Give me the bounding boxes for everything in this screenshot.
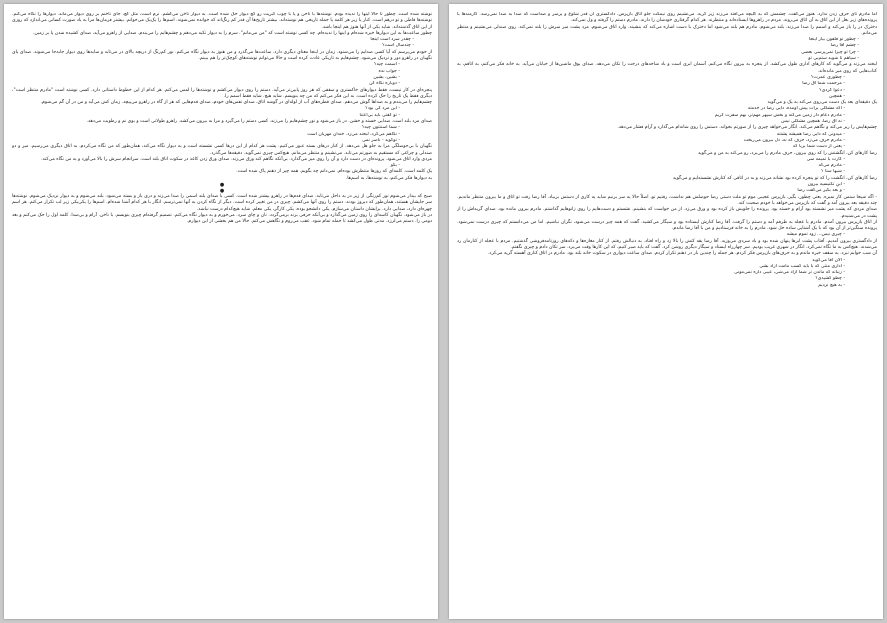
dialogue-line: - اگه مشکلی برات پیش اومده، دایی رضا در خدمته: [747, 106, 845, 112]
paragraph: یک دقیقه‌ای بعد یک دست می‌روی می‌کند به یک و می‌گوید: [767, 100, 877, 106]
paragraph: در باز می‌شود. نگهبان کاسه‌ای را روی زمین می‌گذارد و بی‌آنکه حرفی بزند برمی‌گردد. نان و چای سرد. می‌خورم و به دیوار نگاه می‌کنم. تصمیم گرفته‌ام چیزی بنویسم. با ناخن. آرام و بی‌صدا. کلمه اول را حک می‌کنم و بعد دومی را. دستم می‌لرزد. مدتی طول می‌کشد تا جمله تمام شود. عقب می‌روم و نگاهش می‌کنم. حالا من هم بخشی از این دیوارم.: [12, 212, 432, 225]
dialogue-line: - زنبانه که ماندن تر شما آزاد می‌شی، عیبی داره نمی‌مونی: [734, 270, 845, 276]
dialogue-line: - دوباره نگاه کن: [369, 81, 400, 87]
dialogue-line: - تو گفتی باید بی‌اعتنا: [359, 112, 400, 118]
page-right-text: [457, 12, 877, 615]
dialogue-line: - شما استنتون چیه؟: [361, 125, 400, 131]
paragraph: یک کلمه است. کلمه‌ای که روزها منتظرش بوده‌ام. نمی‌دانم چه بگویم. همه چیز از ذهنم پاک شده است.: [236, 169, 432, 175]
section-bullet: ●: [219, 182, 225, 189]
dialogue-line: - چقدر سرد است اینجا: [370, 37, 414, 43]
dialogue-line: - مرحمت شما آق رضا: [802, 81, 845, 87]
paragraph: پنجره‌ای در کار نیست، فقط دیوارهای خاکستری و سقفی که هر روز پایین‌تر می‌آید. دستم را روی دیوار می‌کشم و نوشته‌ها را لمس می‌کنم. هر کدام از این خطوط داستانی دارد. کسی نوشته است "مادرم منتظر است"، دیگری فقط یک تاریخ را حک کرده است. به این فکر می‌کنم که من چه بنویسم. شاید هیچ. شاید فقط اسمم را.: [12, 87, 432, 99]
paragraph: چشم‌هایش را ریز می‌کند و نگاهم می‌کند. انگار می‌خواهد چیزی را از صورتم بخواند. دستش را روی شانه‌ام می‌گذارد و آرام فشار می‌دهد.: [617, 125, 877, 131]
dialogue-line: - مادرم حرف می‌زد، حرف که نه، دل بیرون می‌ریخت: [743, 137, 845, 143]
dialogue-line: - الان آقا می‌گوید: [812, 257, 845, 263]
paragraph: دخترک در را باز می‌کند و اسمم را صدا می‌زند. بلند می‌شوم. مادرم هم بلند می‌شود اما دخترک با دست اشاره می‌کند که بنشیند. وارد اتاق می‌شوم. مرد پشت میز سرش را بلند نمی‌کند. روی صندلی می‌نشینم و منتظر می‌مانم.: [457, 24, 877, 36]
paragraph: چشم‌هایم را می‌بندم و به صداها گوش می‌دهم. صدای قطره‌های آب از لوله‌ای در گوشه اتاق، صدای نفس‌های خودم، صدای قدم‌هایی که هر از گاه در راهرو می‌پیچد. زمان کش می‌آید و من در آن گم می‌شوم.: [40, 100, 432, 106]
paragraph: رضا کارهای کن، انگشتش را که روی بیرون، حرف مادرم را می‌برد، رو می‌کند به من و می‌گوید: [697, 150, 877, 156]
dialogue-line: - مادرم دعام دار زمین می‌کنه و بخش سپهر مهم‌تر، بهم سفرت کریم: [714, 112, 845, 118]
paragraph: - اگه شیخا سنمن کار نمیزه. یعنی چطور، بگیر، بازپرس عجیبی موم تو ملت دستی رضا حوصلش هم نداشت، رفتیم تو، اصلاً حالا یه سر بزنیم شاید یه کاری از دستش بربیاد. آقا رضا رفت تو اتاق و ما بیرون منتظر ماندیم. چند دقیقه بعد بیرون آمد و گفت که بازپرس می‌خواهد با خودم صحبت کند.: [457, 194, 877, 206]
dialogue-line: - اسمت چیه؟: [374, 62, 400, 68]
dialogue-line: - توگوید - ناصر نمی‌: [362, 137, 400, 143]
dialogue-line: - به هیچ نزدیم: [818, 282, 845, 288]
dialogue-line: - چشم آقا رضا: [830, 43, 859, 49]
dialogue-line: - چندسال است؟: [382, 43, 414, 49]
dialogue-line: - جواب نده: [378, 68, 400, 74]
paragraph: مردی وارد اتاق می‌شود. پرونده‌ای در دست دارد و آن را روی میز می‌گذارد. بی‌آنکه نگاهم کند ورق می‌زند. صدای ورق زدن کاغذ در سکوت اتاق بلند است. سرانجام سرش را بالا می‌آورد و به من نگاه می‌کند.: [41, 156, 432, 162]
dialogue-line: - و بعد بگیر می‌گفت رضا: [797, 188, 845, 194]
dialogue-line: - دعوا کردی؟: [819, 87, 845, 93]
dialogue-line: - شبها ستا ؟: [821, 169, 845, 175]
dialogue-line: - سیاهم تا شوید ستم‌بی تو: [808, 56, 859, 62]
paragraph: نوشته شده است. چطور تا حالا اینها را ندیده بودم. نوشته‌ها با ناخن و یا با چوب کبریت رو کچ دیوار حک شده است. به دیوار ناخن می‌کشم. نرم است، مثل گچ، جای ناخنم بر روی دیوار می‌ماند. دیوارها را نگاه می‌کنم. نوشته‌ها قاطی و تو درهم است. کنار یا زیر هر کلمه یا جمله تاریخی هم نوشته‌اند. بیشتر تاریخ‌ها آن قدر کم رنگ‌اند که خوانده نمی‌شوند. اسم‌ها را یک‌یک می‌خوانم. بیشتر فرمان‌ها مرا به یاد صورت کسانی می‌اندازد که روزی از این اتاق گذشته‌اند. شاید یکی از آنها هنوز هم اینجا باشد.: [12, 12, 432, 30]
paragraph: از اتاق بازپرس بیرون آمدم. مادرم با عجله به طرفم آمد و دستم را گرفت. آقا رضا کنارش ایستاده بود و سیگار می‌کشید. گفت که همه چیز درست می‌شود، نگران نباشیم. اما من می‌دانستم که چیزی درست نمی‌شود. پرونده سنگین‌تر از آن بود که با یک آشنایی ساده حل شود. مادرم را به خانه فرستادیم و من با آقا رضا ماندم.: [457, 219, 877, 232]
paragraph: چطور ساعت‌ها به این دیوارها خیره شده‌ام و اینها را ندیده‌ام. چه کسی نوشته است که "من می‌مانم". سرم را به دیوار تکیه می‌دهم و چشم‌هایم را می‌بندم. صدایی از راهرو می‌آید، صدای کشیده شدن پا بر زمین.: [32, 30, 432, 36]
paragraph: صدای مردی که پشت میز نشسته بود آرام و خسته بود. پرونده را جلویش باز کرده بود و ورق می‌زد. از من خواست که بنشینم. نشستم و دست‌هایم را روی زانوهایم گذاشتم. مادرم بیرون مانده بود. صدای گریه‌اش را از پشت در می‌شنیدم.: [457, 207, 877, 219]
dialogue-line: - چطوری عمرت؟: [810, 74, 845, 80]
paragraph: لبخند می‌زند و می‌گوید که کارهای اداری طول می‌کشد. از پنجره به بیرون نگاه می‌کنم. آسمان ابری است و باد شاخه‌های درخت را تکان می‌دهد. صدای بوق ماشین‌ها از خیابان می‌آید. به خانه فکر می‌کنم، به اتاقم، به کتاب‌هایی که روی میز مانده‌اند.: [457, 62, 877, 74]
paragraph: صبح که بیدار می‌شوم نور کم‌رنگی از زیر در به داخل می‌تابد. صدای قدم‌ها در راهرو بیشتر شده است. کسی با صدای بلند اسمی را صدا می‌زند و دری باز و بسته می‌شود. بلند می‌شوم و به دیوار نزدیک می‌شوم. نوشته‌ها سر جایشان هستند، همان‌طور که دیروز بودند. دستم را روی آنها می‌کشم. چیزی در من تغییر کرده است. دیگر از نگاه کردن به آنها نمی‌ترسم. انگار با هر کدام آشنا شده‌ام. اسم‌ها را یکی‌یکی زیر لب تکرار می‌کنم. هر اسم چهره‌ای دارد، صدایی دارد. برایشان داستان می‌سازم. یکی دانشجو بوده، یکی کارگر، یکی معلم. شاید هیچ‌کدام درست نباشد.: [12, 194, 432, 212]
dialogue-line: - یعنی از دست شما بریا که: [792, 144, 845, 150]
paragraph: رضا کارهای کن، انگشت را که تو پنجره کرده بود نشانه می‌زند و به در اتاقی که کنارش نشسته‌ایم و می‌گوید: [672, 175, 877, 181]
paragraph: نگهبان با بی‌حوصلگی مرا به جلو هل می‌دهد. از کنار درهای بسته عبور می‌کنیم. پشت هر کدام از این درها کسی نشسته است و به دیوار نگاه می‌کند، همان‌طور که من نگاه می‌کردم. به اتاق دیگری می‌رسیم. میز و دو صندلی و چراغی که مستقیم به صورتم می‌تابد. می‌نشینم و منتظر می‌مانم. هیچ‌کس چیزی نمی‌گوید. دقیقه‌ها می‌گذرد.: [12, 144, 432, 156]
dialogue-line: - چطو کشیدی؟: [815, 276, 845, 282]
paragraph: آن شب خوابم نبرد. به سقف خیره ماندم و به حرف‌های بازپرس فکر کردم. هر جمله را چندین بار در ذهنم تکرار کردم. صدای ساعت دیواری در سکوت خانه بلند بود. مادرم در اتاق کناری آهسته گریه می‌کرد.: [487, 251, 877, 257]
dialogue-line: - اداری منتی که با باید کسب مامت آزاد بشی: [759, 263, 845, 269]
section-bullet: ●: [219, 188, 225, 195]
dialogue-line: - نگاهم می‌کرد، لبخند می‌زد. خندان مهربان است: [307, 131, 400, 137]
document-page-right: [449, 4, 883, 619]
dialogue-line: - بگو: [390, 163, 400, 169]
paragraph: از خودم می‌پرسم که آیا کسی صدایم را می‌شنود. زمان در اینجا معنای دیگری دارد. ساعت‌ها می‌گذرد و من هنوز به دیوار نگاه می‌کنم. نور کم‌رنگ از دریچه بالای در می‌تابد و سایه‌ها روی دیوار جابه‌جا می‌شوند. صدای پای نگهبان در راهرو دور و نزدیک می‌شود. چشم‌هایم به تاریکی عادت کرده است و حالا می‌توانم نوشته‌های کوچک‌تر را هم ببینم.: [12, 49, 432, 62]
dialogue-line: - نه آق رضا، همچین مشکلی نیس: [781, 119, 845, 125]
dialogue-line: - مادرم می‌گه: [818, 163, 845, 169]
dialogue-line: - چرا تو چیزا نمی‌پرسی بعضی: [801, 49, 859, 55]
document-page-left: [4, 4, 438, 619]
paragraph: صدای مرد بلند است. صدایی خسته و خشن. در باز می‌شود و نور چشم‌هایم را می‌زند. کسی دستم را می‌گیرد و مرا به بیرون می‌کشد. راهرو طولانی است و بوی نم و رطوبت می‌دهد.: [86, 119, 432, 125]
dialogue-line: - اینِ تکنیسیه بیرون: [807, 182, 845, 188]
dialogue-line: - چطور تو فلفون بیار اینجا: [808, 37, 859, 43]
paragraph: اما مادرم تای حرف زدن ندارد. هنوز می‌گفت. چشمش که به کلیچه می‌افتد می‌زند زیر گریه. می‌نشینم روی نیمکت جلو اتاق بازپرس. دادگستری آن قدر شلوغ و پرسر و صداست که صدا به صدا نمی‌رسد. کارمندها با پرونده‌های زیر بغل از این اتاق به آن اتاق می‌روند. مردم در راهروها ایستاده‌اند و منتظرند. هر کدام گرفتاری خودشان را دارند. مادرم دستم را گرفته و ول نمی‌کند.: [457, 12, 877, 24]
dialogue-line: - بشین، بشین: [373, 74, 400, 80]
dialogue-line: - کارت با تمیمه سی: [806, 156, 845, 162]
paragraph: از دادگستری بیرون آمدیم. آفتاب پشت ابرها پنهان شده بود و باد سردی می‌وزید. آقا رضا یقه کتش را بالا زد و راه افتاد. به دنبالش رفتم. از کنار مغازه‌ها و دکه‌های روزنامه‌فروشی گذشتیم. مردم با عجله از کنارمان رد می‌شدند. هیچ‌کس به ما نگاه نمی‌کرد. انگار در شهری غریب بودیم. سر چهارراه ایستاد و سیگار دیگری روشن کرد. گفت که باید صبر کنیم، که این کارها وقت می‌برد. سر تکان دادم و چیزی نگفتم.: [457, 238, 877, 250]
dialogue-line: - چیزی نیس... زود تموم میشه: [786, 232, 845, 238]
page-left-text: [12, 12, 432, 615]
dialogue-line: - میدونی که دایی رضا همیشه پشتته: [776, 131, 845, 137]
paragraph: به دیوارها فکر می‌کنم، به نوشته‌ها، به اسم‌ها.: [345, 175, 432, 181]
dialogue-line: - همچین: [828, 93, 845, 99]
dialogue-line: - این مرد کی بود؟: [365, 106, 400, 112]
